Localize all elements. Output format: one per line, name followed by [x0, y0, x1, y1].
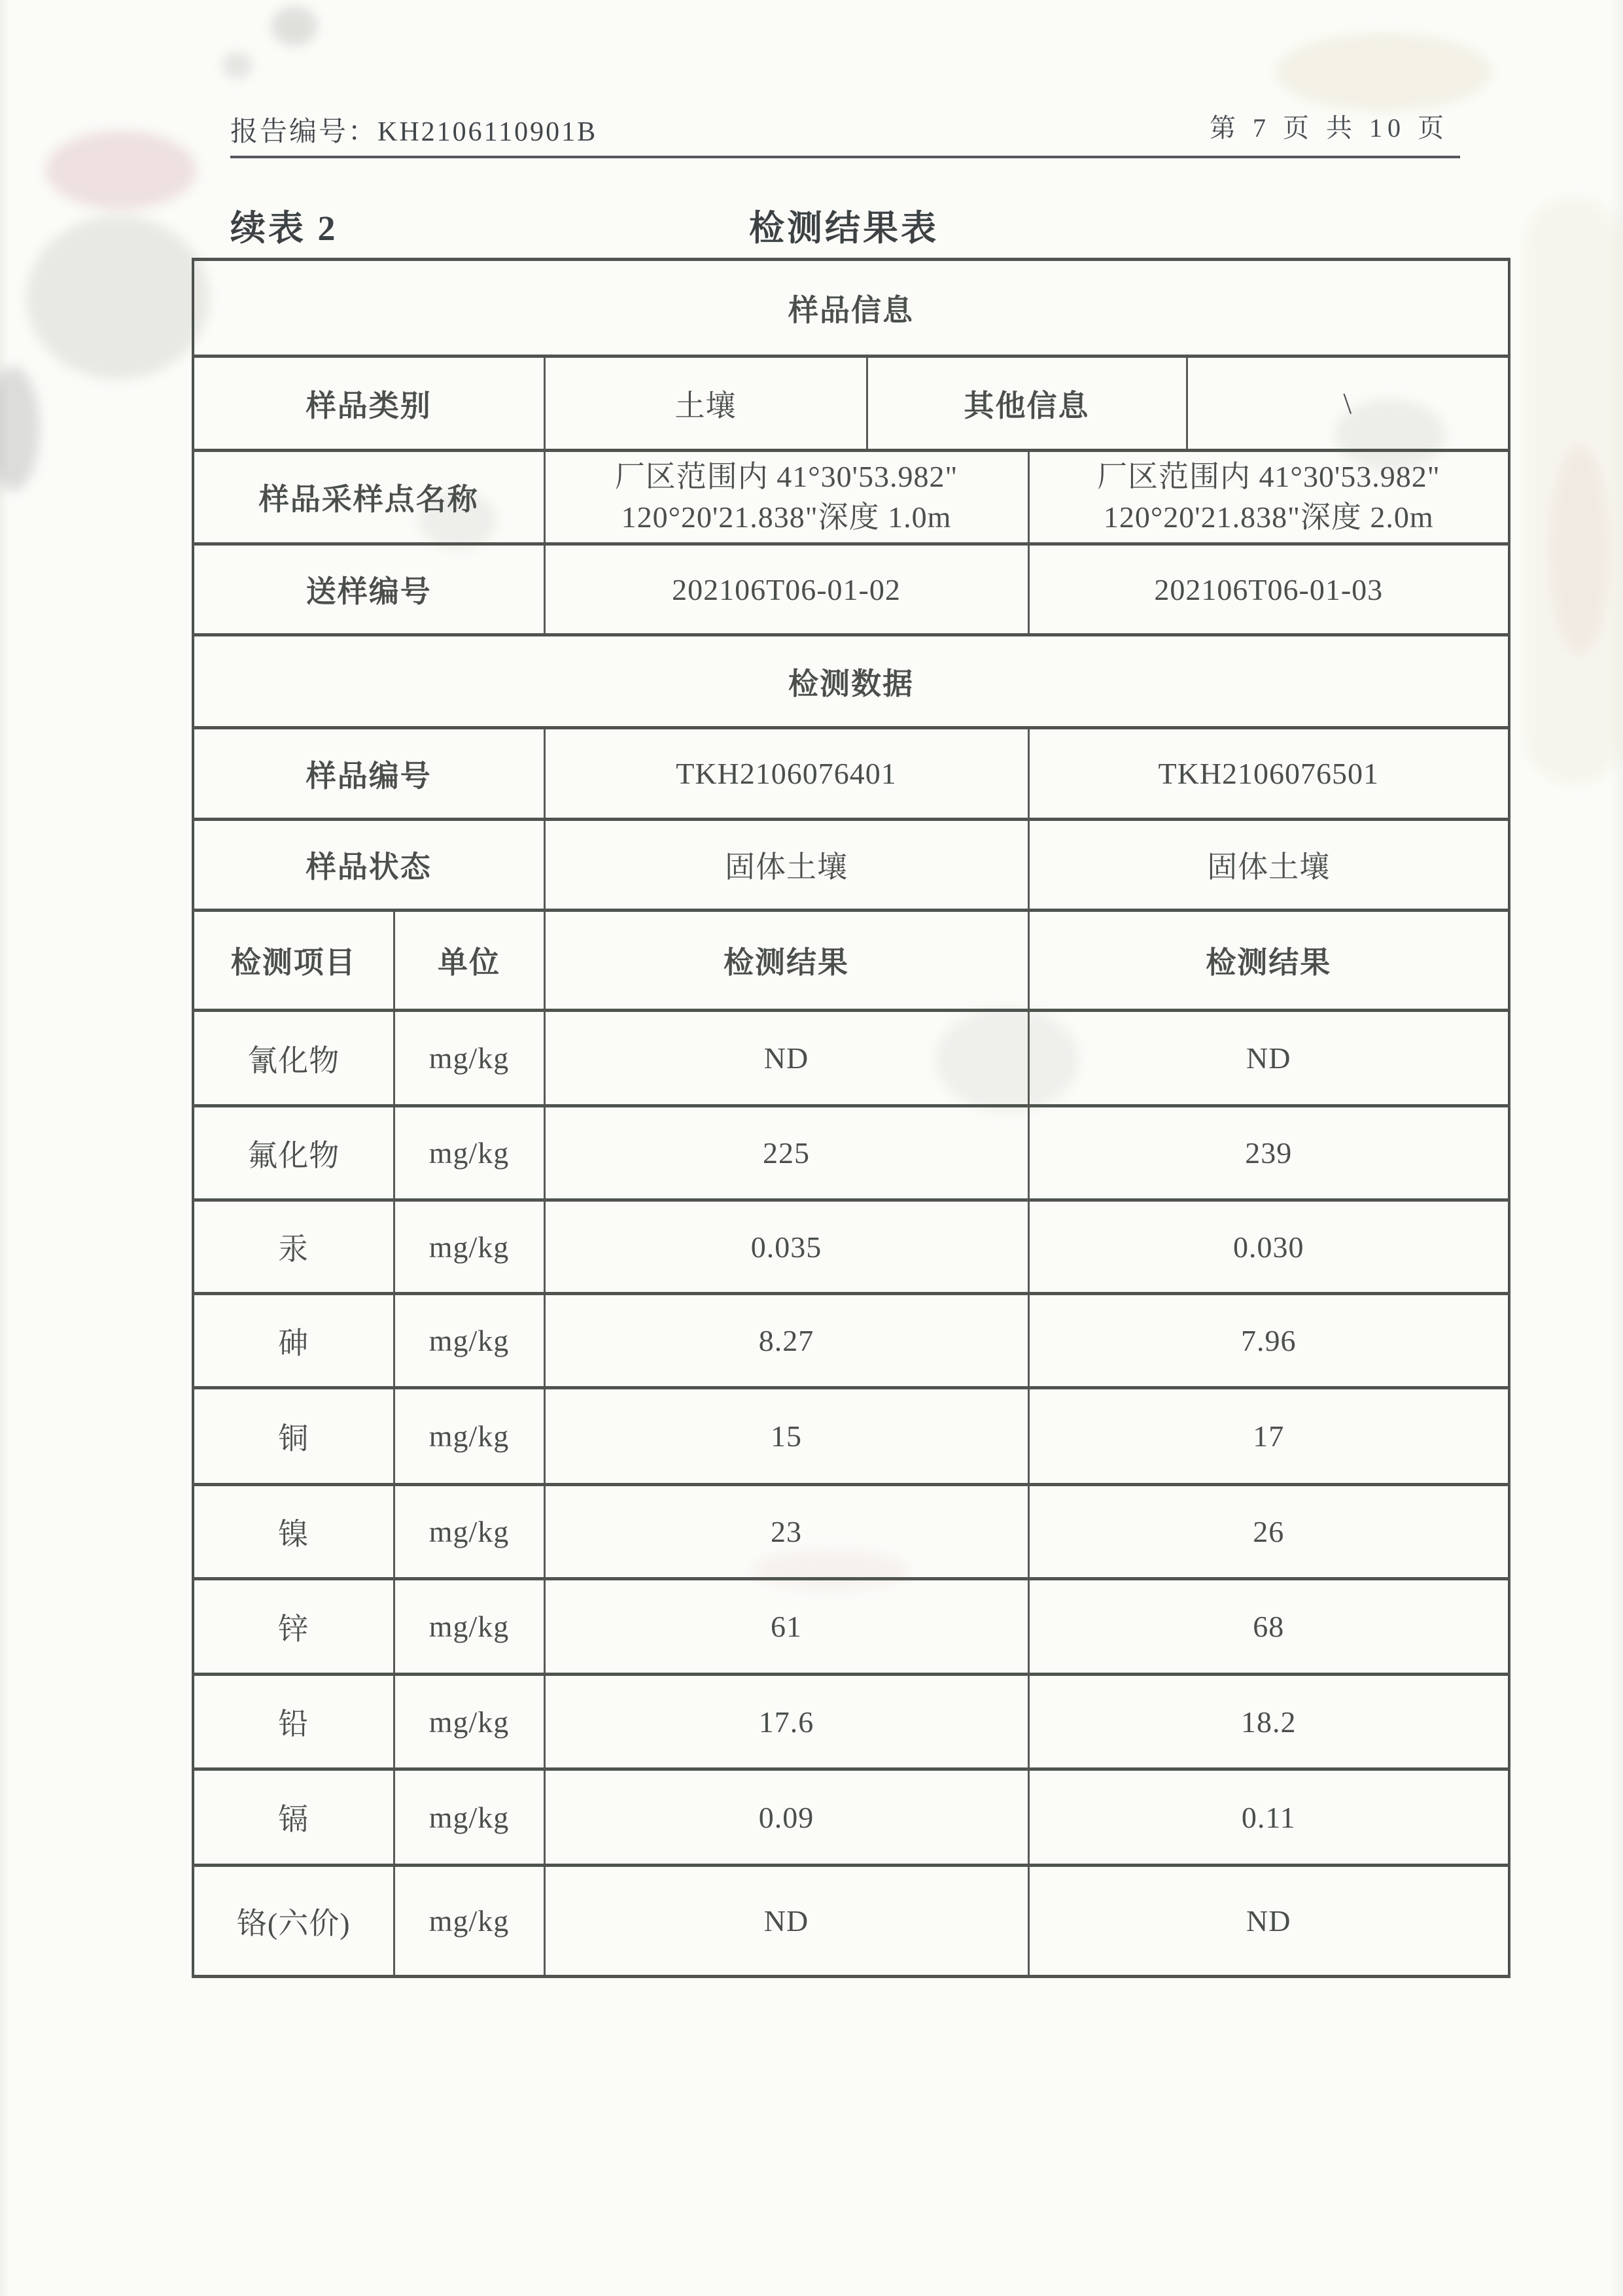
analyte-result-2: ND [1028, 1011, 1509, 1106]
analyte-unit: mg/kg [394, 1675, 544, 1769]
sample-info-section-title: 样品信息 [193, 260, 1509, 357]
header-rule [230, 156, 1460, 158]
table-row-fluoride [193, 1106, 1509, 1200]
analyte-name: 镉 [193, 1769, 394, 1866]
result1-column-header: 检测结果 [544, 911, 1028, 1011]
unit-column-header: 单位 [394, 911, 544, 1011]
sampling-point-1 [544, 451, 1028, 544]
table-row-zinc [193, 1579, 1509, 1675]
sampling-point-1-line1: 厂区范围内 41°30'53.982" [614, 460, 958, 493]
sample-no-2: TKH2106076501 [1028, 728, 1509, 820]
continued-table-number: 续表 2 [230, 209, 338, 248]
table-row-lead [193, 1675, 1509, 1769]
sampling-point-2-line2: 120°20'21.838"深度 2.0m [1103, 500, 1434, 534]
sample-state-2: 固体土壤 [1028, 820, 1509, 911]
analyte-result-2: 239 [1028, 1106, 1509, 1200]
analyte-unit: mg/kg [394, 1294, 544, 1388]
table-row-mercury [193, 1200, 1509, 1294]
table-row-nickel [193, 1485, 1509, 1579]
scan-smudge [1550, 445, 1609, 654]
section-row-sample-info [193, 260, 1509, 357]
other-info-label: 其他信息 [867, 357, 1187, 451]
analyte-name: 镍 [193, 1485, 394, 1579]
analyte-unit: mg/kg [394, 1579, 544, 1675]
scan-smudge [222, 52, 252, 78]
row-sample-category [193, 357, 1509, 451]
analyte-result-1: 225 [544, 1106, 1028, 1200]
table-row-arsenic [193, 1294, 1509, 1388]
analyte-unit: mg/kg [394, 1200, 544, 1294]
row-sample-state [193, 820, 1509, 911]
scan-smudge [0, 366, 39, 491]
item-column-header: 检测项目 [193, 911, 394, 1011]
sample-category-value: 土壤 [544, 357, 867, 451]
analyte-result-2: 17 [1028, 1388, 1509, 1485]
delivery-no-2: 202106T06-01-03 [1028, 544, 1509, 635]
row-delivery-number [193, 544, 1509, 635]
scan-smudge [1524, 196, 1622, 785]
delivery-no-1: 202106T06-01-02 [544, 544, 1028, 635]
analyte-result-2: 0.11 [1028, 1769, 1509, 1866]
analyte-unit: mg/kg [394, 1866, 544, 1977]
row-sample-number [193, 728, 1509, 820]
detection-data-section-title: 检测数据 [193, 635, 1509, 728]
analyte-name: 氟化物 [193, 1106, 394, 1200]
sample-category-label: 样品类别 [193, 357, 544, 451]
sampling-point-2-line1: 厂区范围内 41°30'53.982" [1097, 460, 1440, 493]
analyte-result-1: 17.6 [544, 1675, 1028, 1769]
analyte-result-2: 0.030 [1028, 1200, 1509, 1294]
analyte-result-2: 18.2 [1028, 1675, 1509, 1769]
analyte-unit: mg/kg [394, 1388, 544, 1485]
scan-smudge [46, 131, 196, 209]
analyte-name: 汞 [193, 1200, 394, 1294]
sampling-point-1-line2: 120°20'21.838"深度 1.0m [621, 500, 952, 534]
scan-smudge [1276, 33, 1492, 111]
detection-results-table [192, 258, 1510, 1978]
analyte-result-1: 0.09 [544, 1769, 1028, 1866]
analyte-result-1: ND [544, 1866, 1028, 1977]
page-number-info: 第 7 页 共 10 页 [1210, 113, 1449, 143]
analyte-name: 铬(六价) [193, 1866, 394, 1977]
table-row-cyanide [193, 1011, 1509, 1106]
report-number: 报告编号：KH2106110901B [230, 117, 598, 147]
delivery-no-label: 送样编号 [193, 544, 544, 635]
analyte-result-1: ND [544, 1011, 1028, 1106]
analyte-result-1: 23 [544, 1485, 1028, 1579]
table-row-cadmium [193, 1769, 1509, 1866]
analyte-result-1: 15 [544, 1388, 1028, 1485]
analyte-name: 铜 [193, 1388, 394, 1485]
analyte-name: 砷 [193, 1294, 394, 1388]
analyte-result-2: 7.96 [1028, 1294, 1509, 1388]
analyte-unit: mg/kg [394, 1485, 544, 1579]
result2-column-header: 检测结果 [1028, 911, 1509, 1011]
row-column-headers [193, 911, 1509, 1011]
analyte-name: 锌 [193, 1579, 394, 1675]
row-sampling-point [193, 451, 1509, 544]
sample-no-1: TKH2106076401 [544, 728, 1028, 820]
other-info-value: \ [1187, 357, 1509, 451]
table-row-hexavalent-chromium [193, 1866, 1509, 1977]
table-title: 检测结果表 [749, 209, 939, 248]
analyte-result-1: 0.035 [544, 1200, 1028, 1294]
analyte-result-2: 26 [1028, 1485, 1509, 1579]
sample-state-label: 样品状态 [193, 820, 544, 911]
sampling-point-2 [1028, 451, 1509, 544]
analyte-name: 铅 [193, 1675, 394, 1769]
table-row-copper [193, 1388, 1509, 1485]
analyte-result-1: 61 [544, 1579, 1028, 1675]
analyte-unit: mg/kg [394, 1769, 544, 1866]
section-row-detection-data [193, 635, 1509, 728]
analyte-result-1: 8.27 [544, 1294, 1028, 1388]
scan-smudge [26, 216, 209, 379]
analyte-name: 氰化物 [193, 1011, 394, 1106]
analyte-result-2: ND [1028, 1866, 1509, 1977]
sample-no-label: 样品编号 [193, 728, 544, 820]
sample-state-1: 固体土壤 [544, 820, 1028, 911]
analyte-unit: mg/kg [394, 1106, 544, 1200]
sampling-point-label: 样品采样点名称 [193, 451, 544, 544]
analyte-result-2: 68 [1028, 1579, 1509, 1675]
analyte-unit: mg/kg [394, 1011, 544, 1106]
scan-smudge [271, 7, 317, 46]
